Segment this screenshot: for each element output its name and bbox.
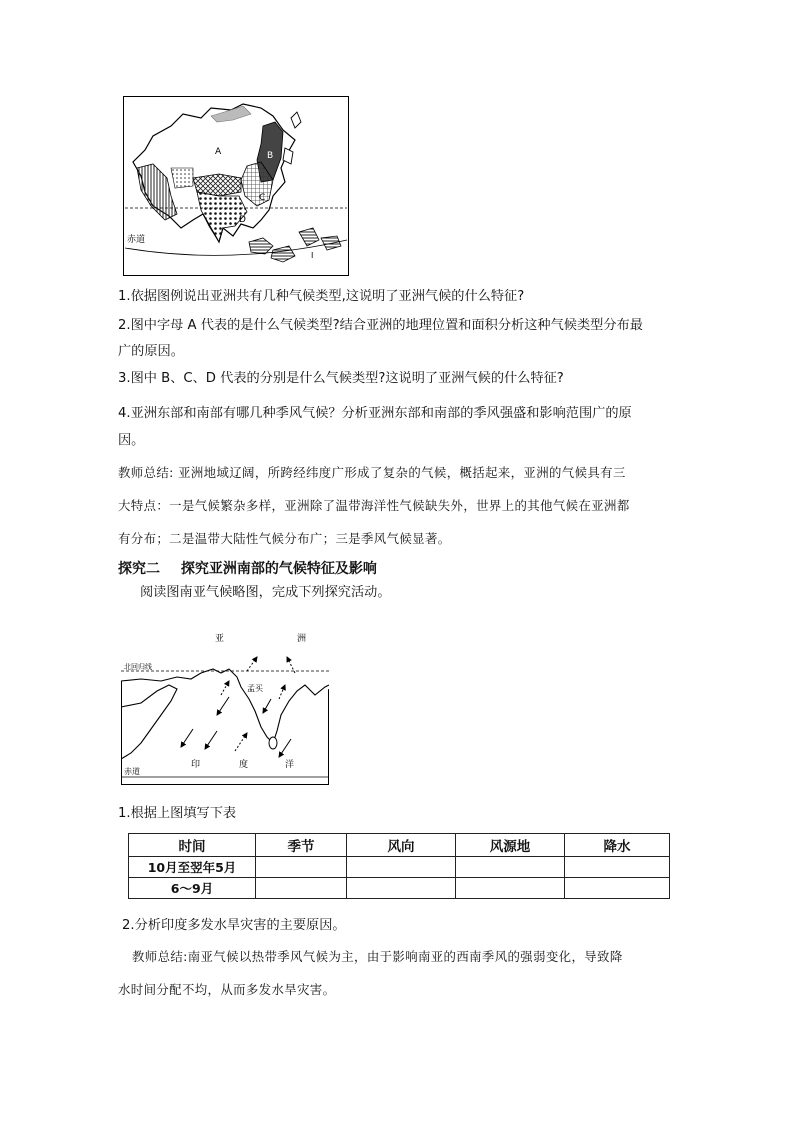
table-cell-wind-source[interactable] (456, 878, 565, 899)
section-2-title: 探究亚洲南部的气候特征及影响 (180, 561, 377, 577)
map1-equator-label: 赤道 (127, 235, 146, 245)
table-intro: 1.根据上图填写下表 (118, 806, 237, 821)
map1-label-d: D (239, 215, 246, 225)
map2-label-du: 度 (239, 760, 249, 770)
map2-label-yang: 洋 (285, 760, 295, 770)
teacher-summary-1-line1 (118, 458, 678, 487)
question-2-line2: 广的原因。 (118, 344, 184, 359)
teacher-summary-1-line3: 有分布；二是温带大陆性气候分布广；三是季风气候显著。 (118, 531, 451, 546)
question-2-line1: 2.图中字母 A 代表的是什么气候类型?结合亚洲的地理位置和面积分析这种气候类型分布最 (118, 318, 643, 333)
teacher-summary-2 (118, 942, 678, 1004)
table-header-row (129, 834, 670, 857)
question-4-line2: 因。 (118, 433, 145, 448)
table-cell-season[interactable] (256, 878, 347, 899)
section-2-number: 探究二 (118, 561, 160, 577)
section-2-heading (118, 558, 377, 578)
teacher-summary-1-text1: 亚洲地域辽阔，所跨经纬度广形成了复杂的气候，概括起来，亚洲的气候具有三 (173, 465, 626, 480)
table-header-wind-direction: 风向 (347, 834, 456, 857)
question-1: 1.依据图例说出亚洲共有几种气候类型,这说明了亚洲气候的什么特征? (118, 289, 525, 304)
table-header-precipitation: 降水 (565, 834, 670, 857)
teacher-summary-1-line2: 大特点：一是气候繁杂多样，亚洲除了温带海洋性气候缺失外，世界上的其他气候在亚洲都 (118, 498, 630, 513)
table-header-time: 时间 (129, 834, 256, 857)
table-cell-precipitation[interactable] (565, 857, 670, 878)
section-2-instruction: 阅读图南亚气候略图，完成下列探究活动。 (140, 585, 391, 600)
teacher-summary-2-text1: 南亚气候以热带季风气候为主，由于影响南亚的西南季风的强弱变化，导致降 (187, 949, 623, 964)
question-4-line1: 4.亚洲东部和南部有哪几种季风气候？分析亚洲东部和南部的季风强盛和影响范围广的原 (118, 406, 632, 421)
map2-equator-label: 赤道 (124, 767, 140, 776)
teacher-summary-1 (118, 458, 678, 553)
table-cell-precipitation[interactable] (565, 878, 670, 899)
map2-label-ya: 亚 (215, 634, 225, 644)
map2-label-yin: 印 (191, 760, 201, 770)
teacher-summary-2-lead: 教师总结: (132, 949, 188, 964)
teacher-summary-2-line1 (118, 942, 678, 971)
asia-climate-map (123, 96, 349, 276)
table-cell-time: 6～9月 (129, 878, 256, 899)
question-3: 3.图中 B、C、D 代表的分别是什么气候类型?这说明了亚洲气候的什么特征? (118, 371, 564, 386)
question-analysis: 2.分析印度多发水旱灾害的主要原因。 (122, 918, 346, 933)
table-row (129, 857, 670, 878)
teacher-summary-2-line2: 水时间分配不均，从而多发水旱灾害。 (118, 982, 336, 997)
table-cell-time: 10月至翌年5月 (129, 857, 256, 878)
wind-table (128, 833, 670, 899)
table-cell-season[interactable] (256, 857, 347, 878)
table-row (129, 878, 670, 899)
south-asia-climate-map (121, 611, 329, 785)
map1-label-c: C (259, 193, 266, 203)
map1-label-b: B (267, 151, 274, 161)
map2-mumbai-label: 孟买 (247, 684, 263, 693)
table-header-season: 季节 (256, 834, 347, 857)
table-cell-wind-source[interactable] (456, 857, 565, 878)
teacher-summary-1-lead: 教师总结: (118, 465, 174, 480)
table-cell-wind-direction[interactable] (347, 857, 456, 878)
map2-label-zhou: 洲 (297, 634, 307, 644)
map1-label-a: A (215, 147, 222, 157)
table-cell-wind-direction[interactable] (347, 878, 456, 899)
map1-label-i: I (311, 251, 314, 260)
map2-tropic-label: 北回归线 (124, 663, 152, 671)
table-header-wind-source: 风源地 (456, 834, 565, 857)
